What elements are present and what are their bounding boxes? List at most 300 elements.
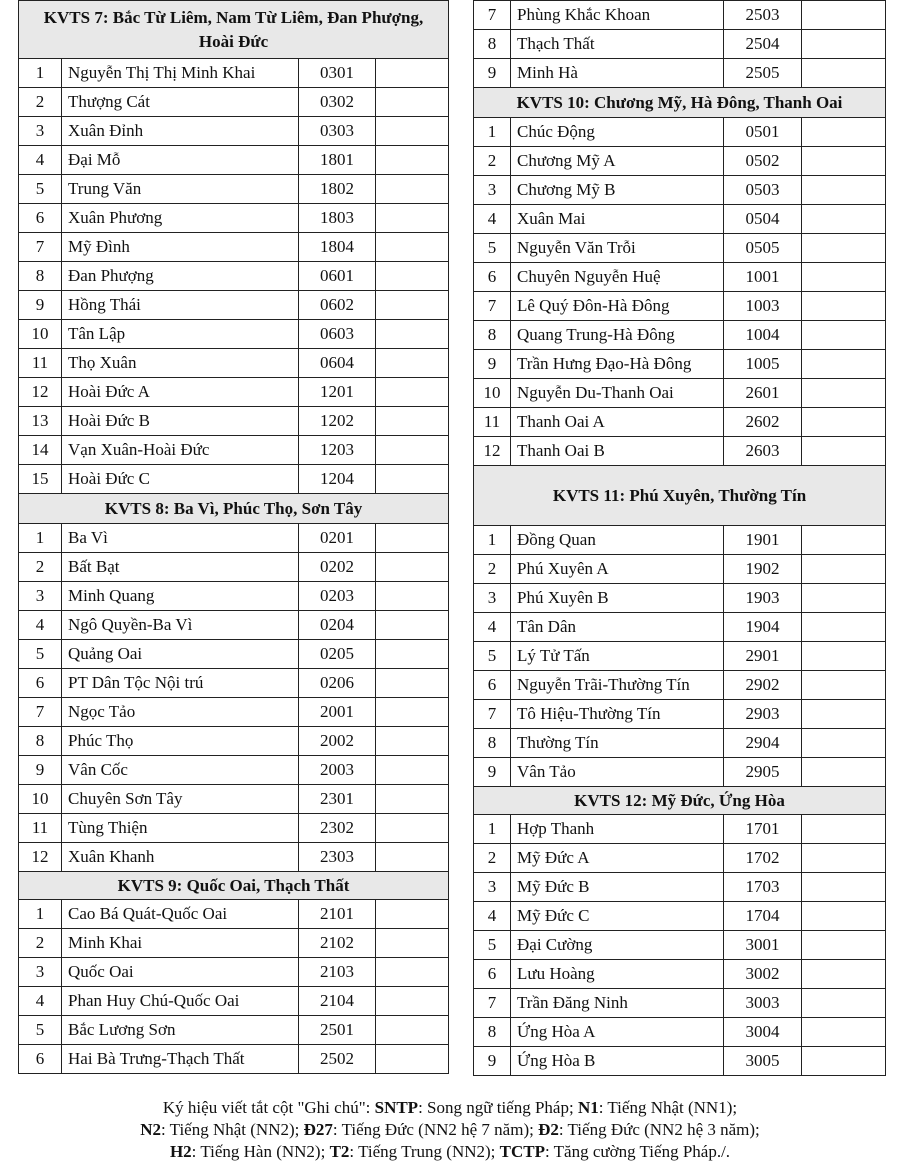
row-number: 9 xyxy=(474,758,511,787)
right-school-table xyxy=(473,0,886,1076)
school-code: 3002 xyxy=(724,960,802,989)
row-number: 3 xyxy=(474,584,511,613)
note-cell xyxy=(376,756,449,785)
row-number: 9 xyxy=(474,59,511,88)
note-cell xyxy=(802,873,886,902)
row-number: 1 xyxy=(19,900,62,929)
row-number: 9 xyxy=(19,291,62,320)
school-code: 0303 xyxy=(299,117,376,146)
footnote-text: : Tăng cường Tiếng Pháp./. xyxy=(544,1142,731,1161)
school-code: 2601 xyxy=(724,379,802,408)
school-code: 1804 xyxy=(299,233,376,262)
table-row xyxy=(474,1018,886,1047)
school-name: Minh Khai xyxy=(62,929,299,958)
school-name: Phú Xuyên B xyxy=(511,584,724,613)
note-cell xyxy=(376,436,449,465)
school-code: 0501 xyxy=(724,118,802,147)
school-name: Hoài Đức A xyxy=(62,378,299,407)
school-code: 0502 xyxy=(724,147,802,176)
row-number: 3 xyxy=(19,582,62,611)
school-code: 1703 xyxy=(724,873,802,902)
note-cell xyxy=(802,671,886,700)
school-code: 0202 xyxy=(299,553,376,582)
row-number: 10 xyxy=(474,379,511,408)
school-name: Nguyễn Trãi-Thường Tín xyxy=(511,671,724,700)
note-cell xyxy=(802,30,886,59)
note-cell xyxy=(376,958,449,987)
row-number: 9 xyxy=(474,1047,511,1076)
row-number: 4 xyxy=(19,987,62,1016)
left-school-table xyxy=(18,0,449,1074)
table-row xyxy=(19,756,449,785)
note-cell xyxy=(376,1045,449,1074)
note-cell xyxy=(376,553,449,582)
row-number: 4 xyxy=(474,613,511,642)
school-code: 0505 xyxy=(724,234,802,263)
table-row xyxy=(19,407,449,436)
school-code: 2602 xyxy=(724,408,802,437)
table-row xyxy=(19,291,449,320)
row-number: 8 xyxy=(19,262,62,291)
note-cell xyxy=(376,640,449,669)
school-name: Vạn Xuân-Hoài Đức xyxy=(62,436,299,465)
school-name: Đồng Quan xyxy=(511,526,724,555)
school-name: Phan Huy Chú-Quốc Oai xyxy=(62,987,299,1016)
row-number: 4 xyxy=(474,902,511,931)
note-cell xyxy=(376,320,449,349)
note-cell xyxy=(802,1018,886,1047)
note-cell xyxy=(376,378,449,407)
row-number: 13 xyxy=(19,407,62,436)
footnote-text: : Tiếng Nhật (NN2); xyxy=(161,1120,304,1139)
table-row xyxy=(474,59,886,88)
school-name: Lý Tử Tấn xyxy=(511,642,724,671)
note-cell xyxy=(376,204,449,233)
note-cell xyxy=(802,176,886,205)
school-code: 0203 xyxy=(299,582,376,611)
table-row xyxy=(19,320,449,349)
table-row xyxy=(19,843,449,872)
school-code: 2302 xyxy=(299,814,376,843)
note-cell xyxy=(376,582,449,611)
row-number: 5 xyxy=(474,642,511,671)
table-row xyxy=(474,584,886,613)
school-name: Hoài Đức B xyxy=(62,407,299,436)
table-row xyxy=(19,117,449,146)
school-code: 0302 xyxy=(299,88,376,117)
note-cell xyxy=(802,147,886,176)
table-row xyxy=(474,205,886,234)
table-row xyxy=(474,642,886,671)
school-name: Quảng Oai xyxy=(62,640,299,669)
row-number: 7 xyxy=(474,989,511,1018)
note-cell xyxy=(376,407,449,436)
table-row xyxy=(19,1016,449,1045)
footnote-abbr: T2 xyxy=(329,1142,350,1161)
row-number: 2 xyxy=(19,553,62,582)
note-cell xyxy=(376,349,449,378)
school-name: Phú Xuyên A xyxy=(511,555,724,584)
table-row xyxy=(19,669,449,698)
table-row xyxy=(19,524,449,553)
school-code: 2901 xyxy=(724,642,802,671)
section-header-row xyxy=(19,494,449,524)
row-number: 9 xyxy=(474,350,511,379)
row-number: 6 xyxy=(19,669,62,698)
school-code: 1702 xyxy=(724,844,802,873)
section-header: KVTS 11: Phú Xuyên, Thường Tín xyxy=(474,466,886,526)
school-name: PT Dân Tộc Nội trú xyxy=(62,669,299,698)
school-name: Minh Quang xyxy=(62,582,299,611)
row-number: 8 xyxy=(474,1018,511,1047)
table-row xyxy=(19,929,449,958)
row-number: 2 xyxy=(474,555,511,584)
school-code: 1004 xyxy=(724,321,802,350)
school-name: Ngọc Tảo xyxy=(62,698,299,727)
table-row xyxy=(19,349,449,378)
table-row xyxy=(474,526,886,555)
school-name: Minh Hà xyxy=(511,59,724,88)
note-cell xyxy=(802,263,886,292)
note-cell xyxy=(802,931,886,960)
left-table-body xyxy=(19,1,449,1074)
row-number: 3 xyxy=(19,117,62,146)
school-code: 1901 xyxy=(724,526,802,555)
row-number: 6 xyxy=(19,1045,62,1074)
school-name: Hồng Thái xyxy=(62,291,299,320)
school-code: 3003 xyxy=(724,989,802,1018)
row-number: 8 xyxy=(19,727,62,756)
table-row xyxy=(19,785,449,814)
school-name: Mỹ Đức A xyxy=(511,844,724,873)
note-cell xyxy=(802,844,886,873)
school-name: Hoài Đức C xyxy=(62,465,299,494)
school-code: 2504 xyxy=(724,30,802,59)
school-name: Thượng Cát xyxy=(62,88,299,117)
table-row xyxy=(474,437,886,466)
school-name: Thanh Oai A xyxy=(511,408,724,437)
school-code: 2002 xyxy=(299,727,376,756)
row-number: 1 xyxy=(19,524,62,553)
row-number: 4 xyxy=(19,611,62,640)
table-row xyxy=(474,408,886,437)
school-code: 2003 xyxy=(299,756,376,785)
table-row xyxy=(474,118,886,147)
school-code: 0201 xyxy=(299,524,376,553)
school-name: Lưu Hoàng xyxy=(511,960,724,989)
school-name: Đan Phượng xyxy=(62,262,299,291)
row-number: 1 xyxy=(474,118,511,147)
footnote-abbr: SNTP xyxy=(374,1098,419,1117)
school-name: Phúc Thọ xyxy=(62,727,299,756)
table-row xyxy=(19,175,449,204)
school-code: 2001 xyxy=(299,698,376,727)
school-name: Quang Trung-Hà Đông xyxy=(511,321,724,350)
school-code: 3004 xyxy=(724,1018,802,1047)
section-header-row xyxy=(19,872,449,900)
table-row xyxy=(19,88,449,117)
school-name: Chương Mỹ A xyxy=(511,147,724,176)
row-number: 1 xyxy=(19,59,62,88)
table-row xyxy=(19,378,449,407)
note-cell xyxy=(376,814,449,843)
row-number: 7 xyxy=(474,1,511,30)
section-header-row xyxy=(19,1,449,59)
school-name: Lê Quý Đôn-Hà Đông xyxy=(511,292,724,321)
note-cell xyxy=(376,59,449,88)
table-row xyxy=(474,379,886,408)
table-row xyxy=(474,960,886,989)
note-cell xyxy=(802,350,886,379)
note-cell xyxy=(802,960,886,989)
note-cell xyxy=(376,88,449,117)
table-row xyxy=(474,292,886,321)
school-code: 2303 xyxy=(299,843,376,872)
school-code: 2505 xyxy=(724,59,802,88)
row-number: 2 xyxy=(474,844,511,873)
school-name: Nguyễn Du-Thanh Oai xyxy=(511,379,724,408)
table-row xyxy=(474,147,886,176)
footnote-text: : Tiếng Đức (NN2 hệ 3 năm); xyxy=(558,1120,760,1139)
footnote-abbr: H2 xyxy=(169,1142,192,1161)
table-row xyxy=(19,958,449,987)
note-cell xyxy=(376,929,449,958)
school-code: 0603 xyxy=(299,320,376,349)
note-cell xyxy=(376,611,449,640)
school-code: 1802 xyxy=(299,175,376,204)
footnote-abbr: TCTP xyxy=(499,1142,545,1161)
footnote-text: : Tiếng Trung (NN2); xyxy=(349,1142,500,1161)
note-cell xyxy=(376,175,449,204)
row-number: 14 xyxy=(19,436,62,465)
row-number: 5 xyxy=(474,234,511,263)
school-name: Tùng Thiện xyxy=(62,814,299,843)
note-cell xyxy=(376,843,449,872)
section-header: KVTS 12: Mỹ Đức, Ứng Hòa xyxy=(474,787,886,815)
note-cell xyxy=(802,408,886,437)
school-code: 2502 xyxy=(299,1045,376,1074)
note-cell xyxy=(802,613,886,642)
table-row xyxy=(19,987,449,1016)
row-number: 12 xyxy=(474,437,511,466)
school-name: Trần Hưng Đạo-Hà Đông xyxy=(511,350,724,379)
note-cell xyxy=(802,700,886,729)
school-name: Mỹ Đức C xyxy=(511,902,724,931)
table-row xyxy=(19,900,449,929)
row-number: 11 xyxy=(19,814,62,843)
row-number: 5 xyxy=(19,1016,62,1045)
school-code: 0204 xyxy=(299,611,376,640)
school-name: Ứng Hòa A xyxy=(511,1018,724,1047)
school-code: 1204 xyxy=(299,465,376,494)
school-name: Đại Mỗ xyxy=(62,146,299,175)
section-header: KVTS 7: Bắc Từ Liêm, Nam Từ Liêm, Đan Phượng, Hoài Đức xyxy=(19,1,449,59)
table-row xyxy=(19,640,449,669)
footnote-text: : Tiếng Hàn (NN2); xyxy=(191,1142,330,1161)
row-number: 10 xyxy=(19,320,62,349)
table-row xyxy=(474,671,886,700)
table-row xyxy=(474,555,886,584)
table-row xyxy=(19,262,449,291)
school-code: 3005 xyxy=(724,1047,802,1076)
school-name: Phùng Khắc Khoan xyxy=(511,1,724,30)
row-number: 6 xyxy=(474,263,511,292)
row-number: 8 xyxy=(474,321,511,350)
note-cell xyxy=(802,902,886,931)
note-cell xyxy=(802,1,886,30)
note-cell xyxy=(376,987,449,1016)
footnote-abbr: Đ2 xyxy=(538,1120,559,1139)
row-number: 6 xyxy=(19,204,62,233)
note-cell xyxy=(802,642,886,671)
row-number: 8 xyxy=(474,30,511,59)
school-name: Vân Cốc xyxy=(62,756,299,785)
footnote-abbr: N2 xyxy=(140,1120,161,1139)
table-row xyxy=(19,814,449,843)
school-name: Xuân Mai xyxy=(511,205,724,234)
row-number: 7 xyxy=(474,700,511,729)
note-cell xyxy=(376,785,449,814)
row-number: 1 xyxy=(474,815,511,844)
school-name: Hợp Thanh xyxy=(511,815,724,844)
table-row xyxy=(474,815,886,844)
school-code: 2104 xyxy=(299,987,376,1016)
school-code: 1704 xyxy=(724,902,802,931)
table-row xyxy=(474,902,886,931)
table-row xyxy=(474,729,886,758)
school-code: 2902 xyxy=(724,671,802,700)
row-number: 4 xyxy=(474,205,511,234)
school-name: Thanh Oai B xyxy=(511,437,724,466)
row-number: 6 xyxy=(474,960,511,989)
table-row xyxy=(474,321,886,350)
school-name: Xuân Đỉnh xyxy=(62,117,299,146)
school-code: 1203 xyxy=(299,436,376,465)
school-name: Bất Bạt xyxy=(62,553,299,582)
note-cell xyxy=(802,118,886,147)
note-cell xyxy=(376,262,449,291)
school-code: 0503 xyxy=(724,176,802,205)
school-code: 0602 xyxy=(299,291,376,320)
note-cell xyxy=(802,584,886,613)
footnote-line-1 xyxy=(0,1097,900,1119)
school-name: Quốc Oai xyxy=(62,958,299,987)
school-code: 0504 xyxy=(724,205,802,234)
school-code: 1201 xyxy=(299,378,376,407)
table-row xyxy=(474,176,886,205)
row-number: 11 xyxy=(474,408,511,437)
school-name: Thọ Xuân xyxy=(62,349,299,378)
school-name: Đại Cường xyxy=(511,931,724,960)
table-row xyxy=(19,727,449,756)
table-row xyxy=(474,613,886,642)
row-number: 2 xyxy=(19,929,62,958)
school-name: Ba Vì xyxy=(62,524,299,553)
row-number: 11 xyxy=(19,349,62,378)
note-cell xyxy=(802,555,886,584)
school-name: Trần Đăng Ninh xyxy=(511,989,724,1018)
school-code: 1803 xyxy=(299,204,376,233)
row-number: 3 xyxy=(474,176,511,205)
school-code: 2103 xyxy=(299,958,376,987)
row-number: 9 xyxy=(19,756,62,785)
footnote-text: : Tiếng Đức (NN2 hệ 7 năm); xyxy=(332,1120,539,1139)
school-name: Thường Tín xyxy=(511,729,724,758)
note-cell xyxy=(376,465,449,494)
school-code: 2904 xyxy=(724,729,802,758)
footnote-text: : Song ngữ tiếng Pháp; xyxy=(418,1098,578,1117)
school-name: Ứng Hòa B xyxy=(511,1047,724,1076)
school-code: 2905 xyxy=(724,758,802,787)
table-row xyxy=(474,758,886,787)
footnote-line-2 xyxy=(0,1119,900,1141)
row-number: 2 xyxy=(474,147,511,176)
section-header: KVTS 8: Ba Vì, Phúc Thọ, Sơn Tây xyxy=(19,494,449,524)
table-row xyxy=(474,1047,886,1076)
row-number: 8 xyxy=(474,729,511,758)
school-name: Trung Văn xyxy=(62,175,299,204)
section-header: KVTS 10: Chương Mỹ, Hà Đông, Thanh Oai xyxy=(474,88,886,118)
school-code: 2101 xyxy=(299,900,376,929)
school-code: 2301 xyxy=(299,785,376,814)
footnote-line-3 xyxy=(0,1141,900,1163)
row-number: 7 xyxy=(474,292,511,321)
school-name: Bắc Lương Sơn xyxy=(62,1016,299,1045)
table-row xyxy=(474,234,886,263)
table-row xyxy=(19,436,449,465)
section-header: KVTS 9: Quốc Oai, Thạch Thất xyxy=(19,872,449,900)
row-number: 3 xyxy=(19,958,62,987)
school-code: 2903 xyxy=(724,700,802,729)
school-code: 0205 xyxy=(299,640,376,669)
school-code: 0206 xyxy=(299,669,376,698)
row-number: 12 xyxy=(19,378,62,407)
note-cell xyxy=(802,729,886,758)
school-name: Vân Tảo xyxy=(511,758,724,787)
table-row xyxy=(474,700,886,729)
school-code: 1801 xyxy=(299,146,376,175)
table-row xyxy=(474,350,886,379)
school-name: Tô Hiệu-Thường Tín xyxy=(511,700,724,729)
note-cell xyxy=(802,1047,886,1076)
footnote-abbr: N1 xyxy=(577,1098,599,1117)
school-code: 0604 xyxy=(299,349,376,378)
table-row xyxy=(474,30,886,59)
school-name: Tân Lập xyxy=(62,320,299,349)
note-cell xyxy=(376,900,449,929)
school-name: Hai Bà Trưng-Thạch Thất xyxy=(62,1045,299,1074)
row-number: 7 xyxy=(19,698,62,727)
note-cell xyxy=(376,727,449,756)
school-name: Tân Dân xyxy=(511,613,724,642)
row-number: 15 xyxy=(19,465,62,494)
note-cell xyxy=(376,1016,449,1045)
footnote-abbr: Đ27 xyxy=(303,1120,333,1139)
school-name: Chuyên Nguyễn Huệ xyxy=(511,263,724,292)
school-code: 1902 xyxy=(724,555,802,584)
table-row xyxy=(19,1045,449,1074)
school-code: 1903 xyxy=(724,584,802,613)
school-name: Thạch Thất xyxy=(511,30,724,59)
footnote-text: : Tiếng Nhật (NN1); xyxy=(598,1098,738,1117)
school-code: 1202 xyxy=(299,407,376,436)
note-cell xyxy=(802,989,886,1018)
school-name: Mỹ Đức B xyxy=(511,873,724,902)
school-name: Nguyễn Thị Thị Minh Khai xyxy=(62,59,299,88)
note-cell xyxy=(802,758,886,787)
table-row xyxy=(19,59,449,88)
note-cell xyxy=(376,146,449,175)
